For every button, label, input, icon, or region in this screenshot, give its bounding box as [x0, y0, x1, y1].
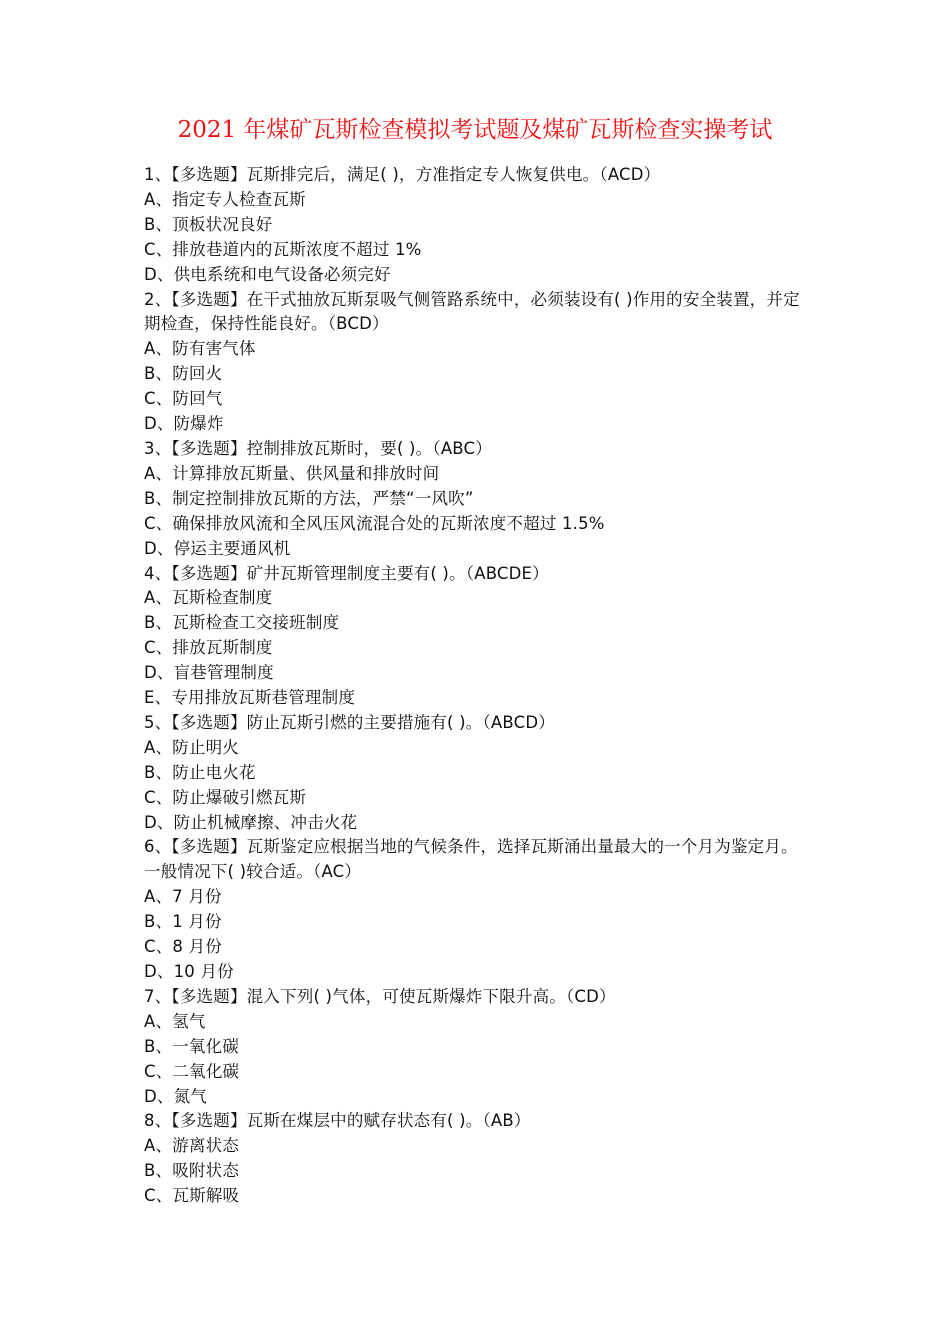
question-option: C、瓦斯解吸 — [144, 1186, 240, 1206]
question-option: C、排放巷道内的瓦斯浓度不超过 1% — [144, 239, 422, 259]
question-option: A、氢气 — [144, 1011, 206, 1031]
question-option: A、游离状态 — [144, 1136, 239, 1156]
question-option: D、防止机械摩擦、冲击火花 — [144, 812, 358, 832]
question-option: B、吸附状态 — [144, 1161, 240, 1181]
question-option: A、瓦斯检查制度 — [144, 588, 273, 608]
question-option: B、瓦斯检查工交接班制度 — [144, 613, 340, 633]
question-option: A、防止明火 — [144, 737, 239, 757]
question-text: 2、【多选题】在干式抽放瓦斯泵吸气侧管路系统中，必须装设有( )作用的安全装置，并定期检查，保持性能良好。（BCD） — [144, 289, 800, 334]
question-option: B、1 月份 — [144, 912, 222, 932]
question-text: 4、【多选题】矿井瓦斯管理制度主要有( )。（ABCDE） — [144, 563, 549, 583]
document-title: 2021 年煤矿瓦斯检查模拟考试题及煤矿瓦斯检查实操考试 — [177, 117, 773, 143]
question-option: D、供电系统和电气设备必须完好 — [144, 264, 391, 284]
question-option: D、10 月份 — [144, 962, 234, 981]
question-text: 7、【多选题】混入下列( )气体，可使瓦斯爆炸下限升高。（CD） — [144, 986, 616, 1006]
question-option: C、防止爆破引燃瓦斯 — [144, 787, 307, 807]
question-option: A、指定专人检查瓦斯 — [144, 189, 306, 209]
question-option: D、氮气 — [144, 1086, 208, 1106]
question-text: 6、【多选题】瓦斯鉴定应根据当地的气候条件，选择瓦斯涌出量最大的一个月为鉴定月。一般情况下( )较合适。（AC） — [144, 837, 798, 882]
question-option: C、8 月份 — [144, 937, 222, 957]
question-option: A、7 月份 — [144, 887, 222, 907]
question-option: B、顶板状况良好 — [144, 214, 273, 234]
question-text: 8、【多选题】瓦斯在煤层中的赋存状态有( )。（AB） — [144, 1111, 531, 1131]
question-option: A、计算排放瓦斯量、供风量和排放时间 — [144, 463, 440, 483]
question-option: D、停运主要通风机 — [144, 538, 291, 558]
question-option: D、防爆炸 — [144, 414, 224, 434]
question-list — [144, 163, 814, 1209]
question-text: 3、【多选题】控制排放瓦斯时，要( )。（ABC） — [144, 438, 492, 458]
question-option: B、防回火 — [144, 364, 223, 384]
question-option: C、二氧化碳 — [144, 1061, 240, 1081]
question-option: E、专用排放瓦斯巷管理制度 — [144, 688, 356, 708]
question-option: B、制定控制排放瓦斯的方法，严禁“一风吹” — [144, 488, 474, 508]
question-text: 5、【多选题】防止瓦斯引燃的主要措施有( )。（ABCD） — [144, 712, 555, 732]
question-option: C、排放瓦斯制度 — [144, 638, 273, 658]
question-option: A、防有害气体 — [144, 339, 256, 359]
question-option: B、一氧化碳 — [144, 1036, 240, 1056]
question-text: 1、【多选题】瓦斯排完后，满足( )，方准指定专人恢复供电。（ACD） — [144, 165, 661, 184]
question-option: C、防回气 — [144, 389, 223, 409]
question-option: B、防止电火花 — [144, 762, 256, 782]
question-option: D、盲巷管理制度 — [144, 663, 274, 683]
question-option: C、确保排放风流和全风压风流混合处的瓦斯浓度不超过 1.5% — [144, 513, 605, 533]
